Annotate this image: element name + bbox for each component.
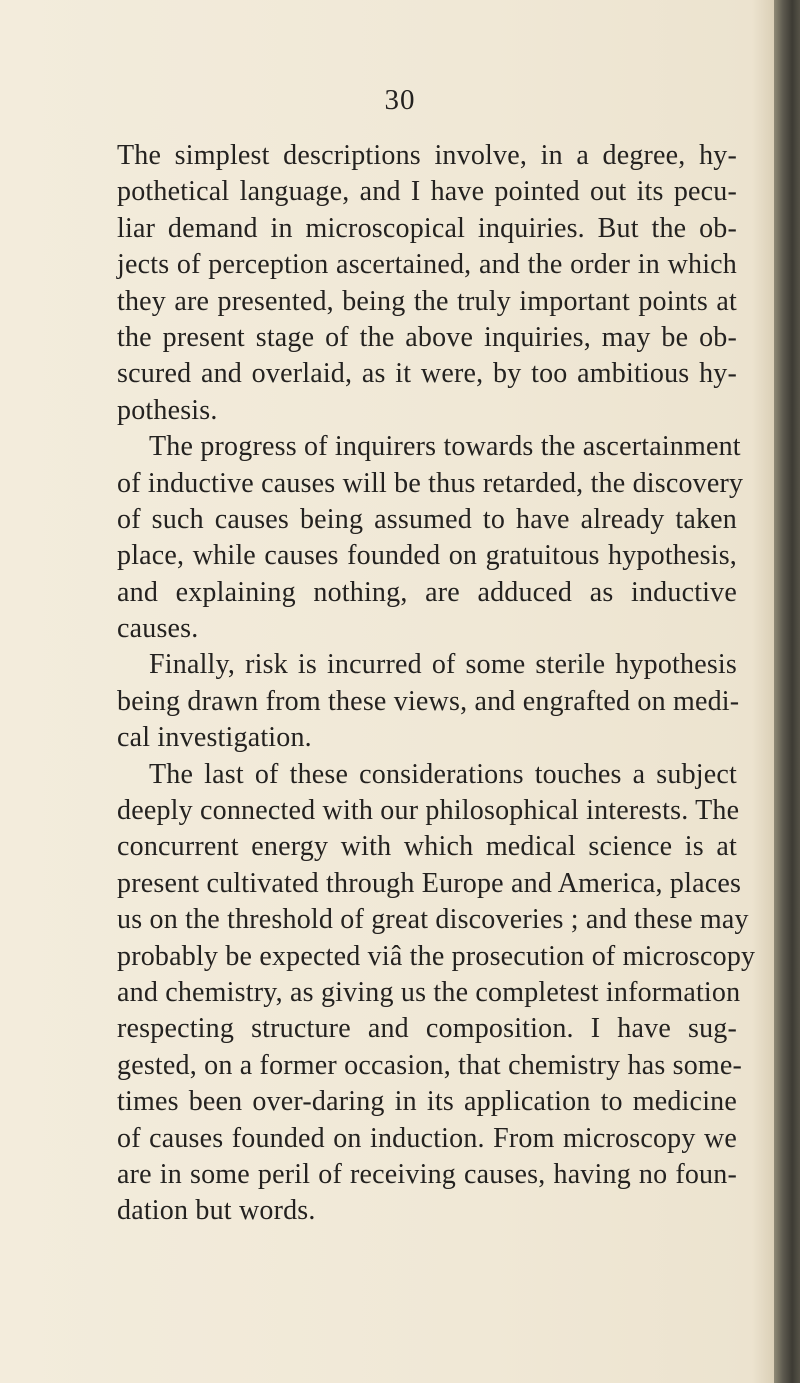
text-line: times been over-daring in its application to medicine — [117, 1086, 737, 1118]
text-line: The simplest descriptions involve, in a degree, hy- — [117, 140, 737, 171]
text-line: are in some peril of receiving causes, having no foun- — [117, 1158, 737, 1190]
text-line: of such causes being assumed to have already taken — [117, 503, 737, 535]
page-number: 30 — [384, 84, 416, 116]
text-line: pothetical language, and I have pointed out its pecu- — [117, 176, 737, 208]
text-line: us on the threshold of great discoveries ; and these may — [117, 904, 749, 936]
text-line: respecting structure and composition. I have sug- — [117, 1013, 737, 1045]
text-line: and chemistry, as giving us the completest information — [117, 976, 741, 1008]
text-line: dation but words. — [117, 1195, 316, 1227]
text-line: The progress of inquirers towards the ascertainment — [149, 431, 741, 463]
text-line: probably be expected viâ the prosecution of microscopy — [117, 940, 756, 972]
text-line: being drawn from these views, and engrafted on medi- — [117, 685, 740, 717]
text-line: scured and overlaid, as it were, by too ambitious hy- — [117, 358, 737, 390]
text-line: jects of perception ascertained, and the order in which — [117, 249, 737, 281]
page-edge-shadow — [774, 0, 800, 1383]
text-line: they are presented, being the truly important points at — [117, 285, 737, 317]
text-line: gested, on a former occasion, that chemistry has some- — [117, 1049, 743, 1081]
text-line: Finally, risk is incurred of some sterile hypothesis — [149, 649, 737, 681]
text-line: and explaining nothing, are adduced as inductive — [117, 576, 737, 608]
body-text — [117, 138, 756, 1230]
text-line: cal investigation. — [117, 722, 312, 754]
text-line: concurrent energy with which medical science is at — [117, 831, 737, 863]
text-line: of inductive causes will be thus retarded, the discovery — [117, 467, 744, 499]
text-line: place, while causes founded on gratuitous hypothesis, — [117, 540, 737, 572]
text-line: The last of these considerations touches a subject — [149, 758, 737, 790]
text-line: causes. — [117, 613, 199, 645]
text-line: pothesis. — [117, 394, 218, 426]
text-line: present cultivated through Europe and America, places — [117, 867, 742, 899]
text-line: liar demand in microscopical inquiries. But the ob- — [117, 212, 737, 244]
text-line: the present stage of the above inquiries, may be ob- — [117, 321, 737, 353]
text-line: deeply connected with our philosophical interests. The — [117, 795, 740, 827]
text-line: of causes founded on induction. From microscopy we — [117, 1122, 737, 1154]
